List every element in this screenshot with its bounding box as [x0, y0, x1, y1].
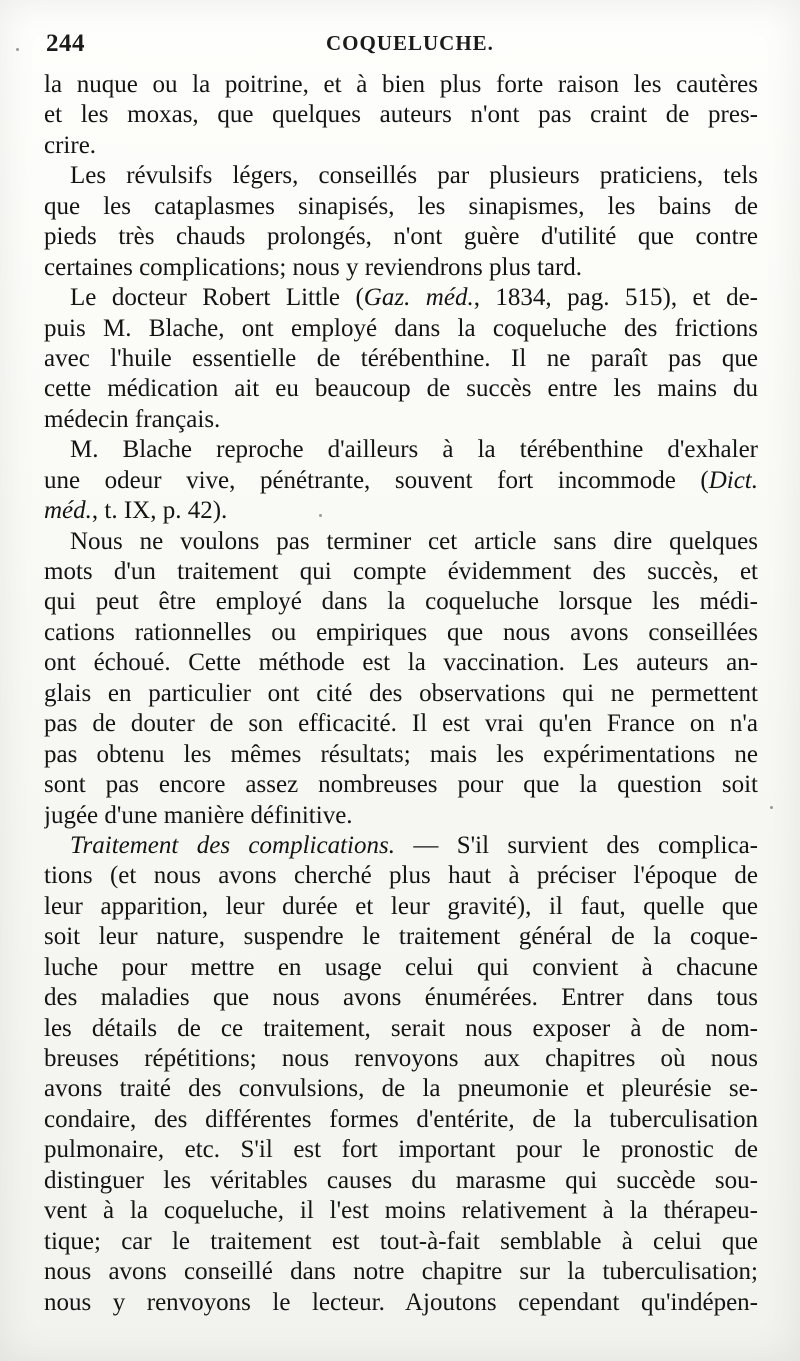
text-line — [44, 740, 758, 770]
text-run: pieds très chauds prolongés, n'ont guère d'utilité que contre — [44, 223, 758, 251]
text-line — [44, 1105, 758, 1135]
text-run: ont échoué. Cette méthode est la vaccination. Les auteurs an- — [44, 649, 758, 677]
text-line — [44, 861, 758, 891]
text-run: pulmonaire, etc. S'il est fort important pour le pronostic de — [44, 1136, 758, 1164]
text-run: les détails de ce traitement, serait nous exposer à de nom- — [44, 1014, 758, 1042]
text-line — [44, 344, 758, 374]
italic-text: Dict. — [708, 466, 758, 494]
text-line — [44, 953, 758, 983]
text-run: Le docteur Robert Little ( — [70, 284, 364, 312]
text-run: cations rationnelles ou empiriques que nous avons conseillées — [44, 618, 758, 646]
text-line — [44, 1044, 758, 1074]
text-line — [44, 892, 758, 922]
text-line — [44, 435, 758, 465]
page-header — [46, 30, 756, 64]
text-run: certaines complications; nous y reviendrons plus tard. — [44, 253, 583, 281]
text-line — [44, 1135, 758, 1165]
text-run: la nuque ou la poitrine, et à bien plus forte raison les cautères — [44, 71, 758, 98]
text-run: une odeur vive, pénétrante, souvent fort incommode ( — [44, 466, 709, 494]
text-run: nous y renvoyons le lecteur. Ajoutons cependant qu'indépen- — [44, 1288, 758, 1316]
text-line — [44, 1074, 758, 1104]
text-line — [44, 1166, 758, 1196]
text-run: tions (et nous avons cherché plus haut à préciser l'époque de — [44, 862, 758, 890]
text-line — [44, 314, 758, 344]
text-run: des maladies que nous avons énumérées. Entrer dans tous — [44, 984, 758, 1012]
text-line — [44, 922, 758, 952]
text-run: que les cataplasmes sinapisés, les sinapismes, les bains de — [44, 192, 758, 220]
text-run: cette médication ait eu beaucoup de succès entre les mains du — [44, 375, 758, 403]
italic-text: Gaz. méd. — [363, 284, 474, 312]
text-run: pas de douter de son efficacité. Il est vrai qu'en France on n'a — [44, 710, 758, 738]
text-run: qui peut être employé dans la coqueluche lorsque les médi- — [44, 588, 758, 616]
text-run: glais en particulier ont cité des observations qui ne permettent — [44, 679, 758, 707]
text-run: mots d'un traitement qui compte évidemment des succès, et — [44, 558, 758, 585]
text-line — [44, 770, 758, 800]
text-line — [44, 557, 758, 587]
text-run: sont pas encore assez nombreuses pour que la question soit — [44, 771, 758, 799]
text-line — [44, 405, 758, 435]
text-line — [44, 527, 758, 557]
body-text — [44, 70, 758, 1318]
text-line — [44, 618, 758, 648]
text-run: soit leur nature, suspendre le traitement général de la coque- — [44, 923, 758, 951]
text-line — [44, 983, 758, 1013]
page-number: 244 — [46, 30, 85, 57]
text-line — [44, 1196, 758, 1226]
text-run: Nous ne voulons pas terminer cet article sans dire quelques — [70, 527, 758, 555]
text-run: Les révulsifs légers, conseillés par plusieurs praticiens, tels — [70, 162, 758, 190]
text-run: leur apparition, leur durée et leur gravité), il faut, quelle que — [44, 892, 758, 920]
text-run: luche pour mettre en usage celui qui convient à chacune — [44, 953, 758, 981]
text-run: avec l'huile essentielle de térébenthine. Il ne paraît pas que — [44, 344, 758, 372]
text-run: puis M. Blache, ont employé dans la coqueluche des frictions — [44, 314, 758, 342]
text-line — [44, 679, 758, 709]
text-run: M. Blache reproche d'ailleurs à la térébenthine d'exhaler — [70, 436, 758, 464]
text-line — [44, 587, 758, 617]
text-line — [44, 831, 758, 861]
text-line — [44, 192, 758, 222]
paper-speck — [770, 806, 773, 809]
text-line — [44, 1288, 758, 1318]
text-run: distinguer les véritables causes du marasme qui succède sou- — [44, 1166, 758, 1194]
italic-text: méd. — [44, 497, 92, 525]
paper-speck — [319, 514, 322, 517]
text-line — [44, 1227, 758, 1257]
text-line — [44, 253, 758, 283]
text-run: avons traité des convulsions, de la pneumonie et pleurésie se- — [44, 1075, 758, 1103]
text-run: nous avons conseillé dans notre chapitre sur la tuberculisation; — [44, 1258, 758, 1286]
text-line — [44, 70, 758, 100]
text-line — [44, 709, 758, 739]
running-title: COQUELUCHE. — [326, 31, 494, 55]
text-line — [44, 222, 758, 252]
text-line — [44, 161, 758, 191]
text-run: pas obtenu les mêmes résultats; mais les expérimentations ne — [44, 740, 758, 768]
text-line — [44, 801, 758, 831]
text-run: crire. — [44, 131, 97, 159]
text-run: et les moxas, que quelques auteurs n'ont pas craint de pres- — [44, 101, 758, 129]
text-line — [44, 1014, 758, 1044]
text-run: jugée d'une manière définitive. — [44, 801, 353, 829]
text-run: condaire, des différentes formes d'entérite, de la tuberculisation — [44, 1105, 758, 1133]
text-run: breuses répétitions; nous renvoyons aux chapitres où nous — [44, 1045, 758, 1072]
text-run: , 1834, pag. 515), et de- — [473, 284, 758, 312]
text-line — [44, 100, 758, 130]
text-line — [44, 466, 758, 496]
text-run: tique; car le traitement est tout-à-fait semblable à celui que — [44, 1227, 758, 1255]
text-line — [44, 374, 758, 404]
text-line — [44, 283, 758, 313]
text-run: , t. IX, p. 42). — [91, 497, 228, 525]
text-run: vent à la coqueluche, il l'est moins relativement à la thérapeu- — [44, 1197, 758, 1225]
text-line — [44, 131, 758, 161]
text-line — [44, 1257, 758, 1287]
text-run: médecin français. — [44, 405, 221, 433]
paper-speck — [16, 48, 19, 51]
italic-text: Traitement des complications. — [70, 831, 395, 859]
text-line — [44, 496, 758, 526]
text-line — [44, 648, 758, 678]
text-run: — S'il survient des complica- — [394, 831, 758, 859]
